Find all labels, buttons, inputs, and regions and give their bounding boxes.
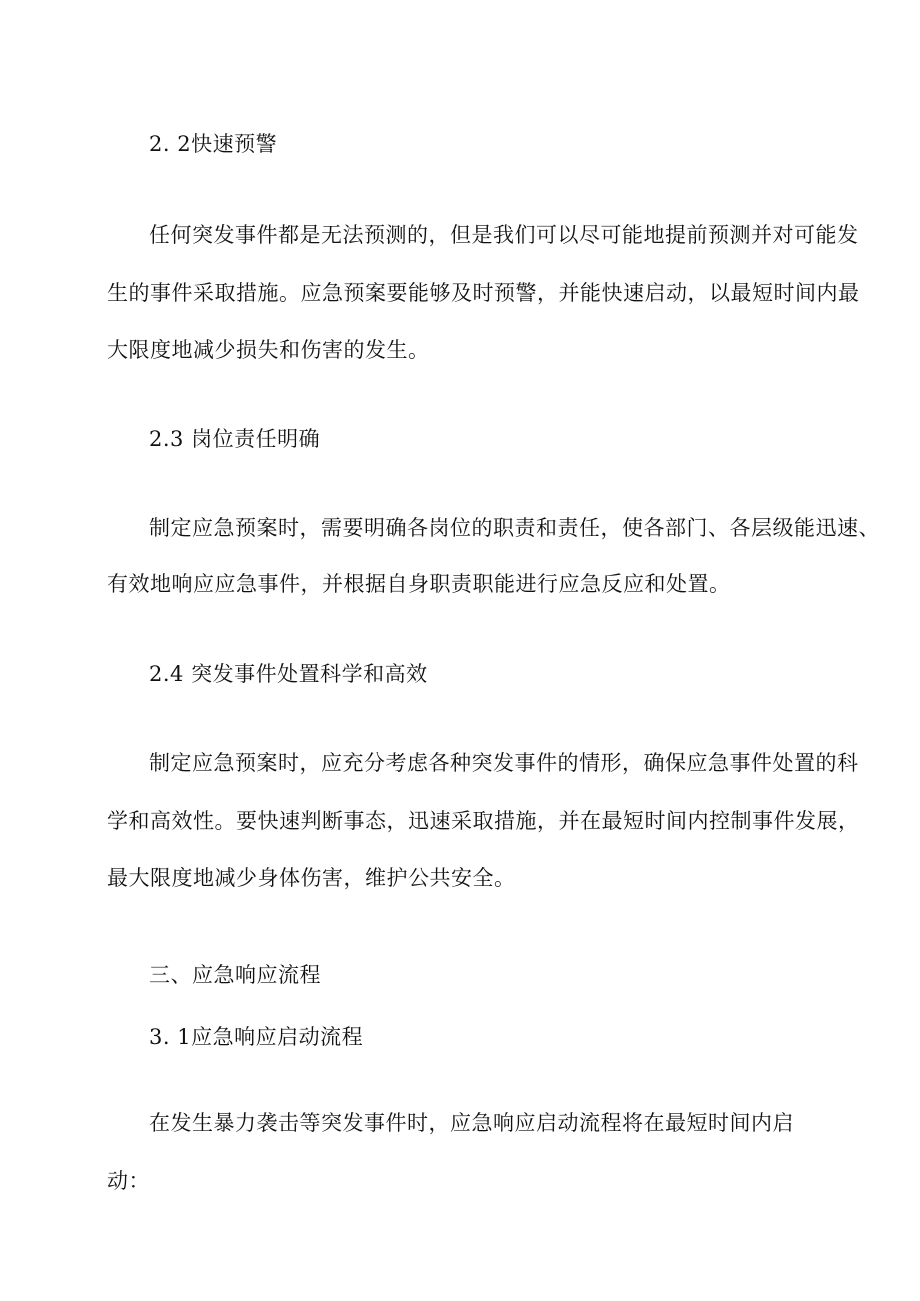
- paragraph-line: 动：: [107, 1169, 150, 1193]
- paragraph-line: 最大限度地减少身体伤害，维护公共安全。: [107, 866, 516, 890]
- paragraph-line: 有效地响应应急事件，并根据自身职责职能进行应急反应和处置。: [107, 572, 731, 596]
- paragraph-line: 学和高效性。要快速判断事态，迅速采取措施，并在最短时间内控制事件发展，: [107, 809, 860, 833]
- paragraph-line: 任何突发事件都是无法预测的，但是我们可以尽可能地提前预测并对可能发: [149, 223, 859, 247]
- paragraph-line: 大限度地减少损失和伤害的发生。: [107, 338, 430, 362]
- paragraph-line: 制定应急预案时，应充分考虑各种突发事件的情形，确保应急事件处置的科: [149, 751, 859, 775]
- heading-2-3: 2.3 岗位责任明确: [149, 427, 321, 451]
- paragraph-line: 生的事件采取措施。应急预案要能够及时预警，并能快速启动，以最短时间内最: [107, 281, 860, 305]
- paragraph-line: 在发生暴力袭击等突发事件时，应急响应启动流程将在最短时间内启: [149, 1111, 794, 1135]
- heading-2-2: 2. 2快速预警: [149, 132, 278, 156]
- heading-2-4: 2.4 突发事件处置科学和高效: [149, 662, 428, 686]
- heading-3-1: 3. 1应急响应启动流程: [149, 1025, 364, 1049]
- section-3-title: 三、应急响应流程: [149, 963, 321, 987]
- paragraph-line: 制定应急预案时，需要明确各岗位的职责和责任，使各部门、各层级能迅速、: [149, 516, 880, 540]
